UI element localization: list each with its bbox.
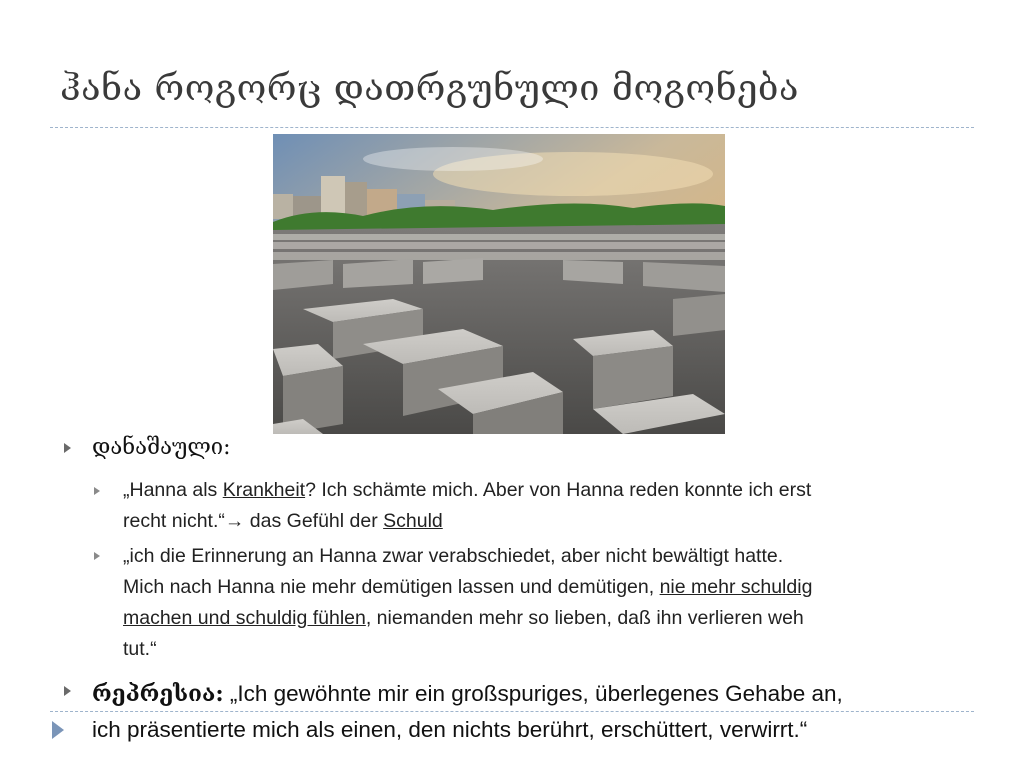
bullet-marker — [64, 686, 71, 696]
quote-text: ich präsentierte mich als einen, den nichts berührt, erschüttert, verwirrt.“ — [92, 717, 808, 742]
slide-title: ჰანა როგორც დათრგუნული მოგონება — [60, 68, 799, 109]
slide-nav-arrow-icon[interactable] — [52, 721, 64, 739]
underlined-term: nie mehr schuldig — [659, 576, 813, 598]
quote-text: ? Ich schämte mich. Aber von Hanna reden konnte ich erst — [305, 479, 812, 501]
underlined-term: machen und schuldig fühlen — [123, 607, 366, 629]
quote-text: Mich nach Hanna nie mehr demütigen lassen und demütigen, — [123, 576, 660, 598]
quote-text: tut.“ — [123, 638, 157, 660]
quote-text: „ich die Erinnerung an Hanna zwar verabschiedet, aber nicht bewältigt hatte. — [123, 545, 784, 567]
bullet-label-repression: რეპრესია: — [92, 681, 224, 707]
quote-text: recht nicht.“→ das Gefühl der — [123, 510, 384, 532]
bullet-marker — [64, 443, 71, 453]
underlined-term: Krankheit — [222, 479, 306, 501]
footer-divider — [50, 711, 974, 712]
sub-bullet-marker — [94, 487, 100, 495]
quote-erinnerung — [123, 541, 983, 665]
quote-text: , niemanden mehr so lieben, daß ihn verlieren weh — [365, 607, 804, 629]
quote-krankheit — [123, 475, 983, 537]
quote-text: „Hanna als — [123, 479, 223, 501]
quote-text: „Ich gewöhnte mir ein großspuriges, überlegenes Gehabe an, — [223, 681, 843, 706]
sub-bullet-marker — [94, 552, 100, 560]
underlined-term: Schuld — [383, 510, 443, 532]
bullet-label-crime: დანაშაული: — [92, 435, 231, 460]
